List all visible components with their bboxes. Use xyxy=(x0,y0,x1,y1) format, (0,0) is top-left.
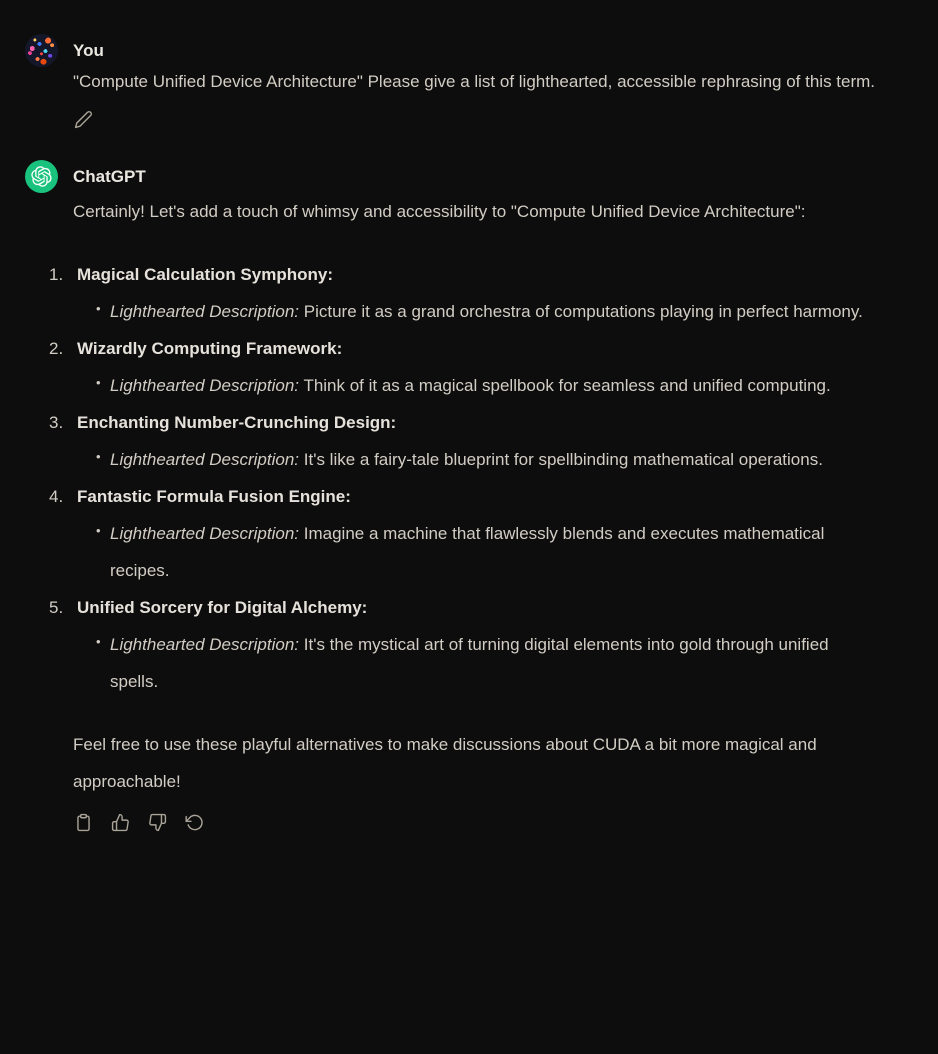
assistant-message xyxy=(25,160,880,833)
thumbs-up-icon xyxy=(111,813,130,832)
chatgpt-avatar xyxy=(25,160,58,193)
bullet-icon: • xyxy=(96,634,101,649)
list-sub-item xyxy=(77,515,880,589)
bullet-icon: • xyxy=(96,449,101,464)
assistant-message-actions xyxy=(73,812,880,833)
list-number: 3. xyxy=(49,413,64,432)
bullet-icon: • xyxy=(96,301,101,316)
edit-message-button[interactable] xyxy=(73,109,94,130)
list-sub-item xyxy=(77,626,880,700)
list-item-title: Enchanting Number-Crunching Design: xyxy=(77,413,397,432)
description-text: It's the mystical art of turning digital elements into gold through unified spells. xyxy=(110,635,829,691)
assistant-outro-text: Feel free to use these playful alternatives to make discussions about CUDA a bit more magical and approachable! xyxy=(73,735,817,791)
list-item xyxy=(49,404,880,478)
list-sub-item xyxy=(77,441,880,478)
description-label: Lighthearted Description: xyxy=(110,450,300,469)
description-label: Lighthearted Description: xyxy=(110,376,300,395)
list-number: 1. xyxy=(49,265,64,284)
list-number: 5. xyxy=(49,598,64,617)
description-text: Picture it as a grand orchestra of computations playing in perfect harmony. xyxy=(303,302,863,321)
openai-logo-icon xyxy=(31,166,52,187)
user-message-actions xyxy=(73,109,880,130)
pencil-icon xyxy=(74,110,93,129)
copy-button[interactable] xyxy=(73,812,94,833)
user-avatar xyxy=(25,34,58,67)
list-item xyxy=(49,589,880,700)
list-item-title: Magical Calculation Symphony: xyxy=(77,265,333,284)
bullet-icon: • xyxy=(96,523,101,538)
description-label: Lighthearted Description: xyxy=(110,524,300,543)
list-item-title: Unified Sorcery for Digital Alchemy: xyxy=(77,598,368,617)
assistant-message-content xyxy=(49,160,880,833)
description-text: It's like a fairy-tale blueprint for spellbinding mathematical operations. xyxy=(303,450,823,469)
list-sub-item xyxy=(77,293,880,330)
description-text: Imagine a machine that flawlessly blends and executes mathematical recipes. xyxy=(110,524,825,580)
description-label: Lighthearted Description: xyxy=(110,635,300,654)
list-sub-item xyxy=(77,367,880,404)
thumbs-down-icon xyxy=(148,813,167,832)
user-message xyxy=(25,34,880,130)
thumbs-down-button[interactable] xyxy=(147,812,168,833)
clipboard-icon xyxy=(74,813,93,832)
regenerate-button[interactable] xyxy=(184,812,205,833)
assistant-author-label: ChatGPT xyxy=(73,167,146,186)
rephrasing-list xyxy=(49,256,880,700)
list-number: 4. xyxy=(49,487,64,506)
rotate-ccw-icon xyxy=(185,813,204,832)
list-item-title: Fantastic Formula Fusion Engine: xyxy=(77,487,351,506)
list-number: 2. xyxy=(49,339,64,358)
bullet-icon: • xyxy=(96,375,101,390)
list-item xyxy=(49,478,880,589)
user-message-content xyxy=(73,34,880,130)
description-label: Lighthearted Description: xyxy=(110,302,300,321)
assistant-intro-text: Certainly! Let's add a touch of whimsy and accessibility to "Compute Unified Device Architecture": xyxy=(73,202,806,221)
list-item-title: Wizardly Computing Framework: xyxy=(77,339,343,358)
list-item xyxy=(49,256,880,330)
thumbs-up-button[interactable] xyxy=(110,812,131,833)
list-item xyxy=(49,330,880,404)
user-message-text: "Compute Unified Device Architecture" Please give a list of lighthearted, accessible rephrasing of this term. xyxy=(73,72,876,91)
description-text: Think of it as a magical spellbook for seamless and unified computing. xyxy=(303,376,831,395)
user-author-label: You xyxy=(73,41,104,60)
